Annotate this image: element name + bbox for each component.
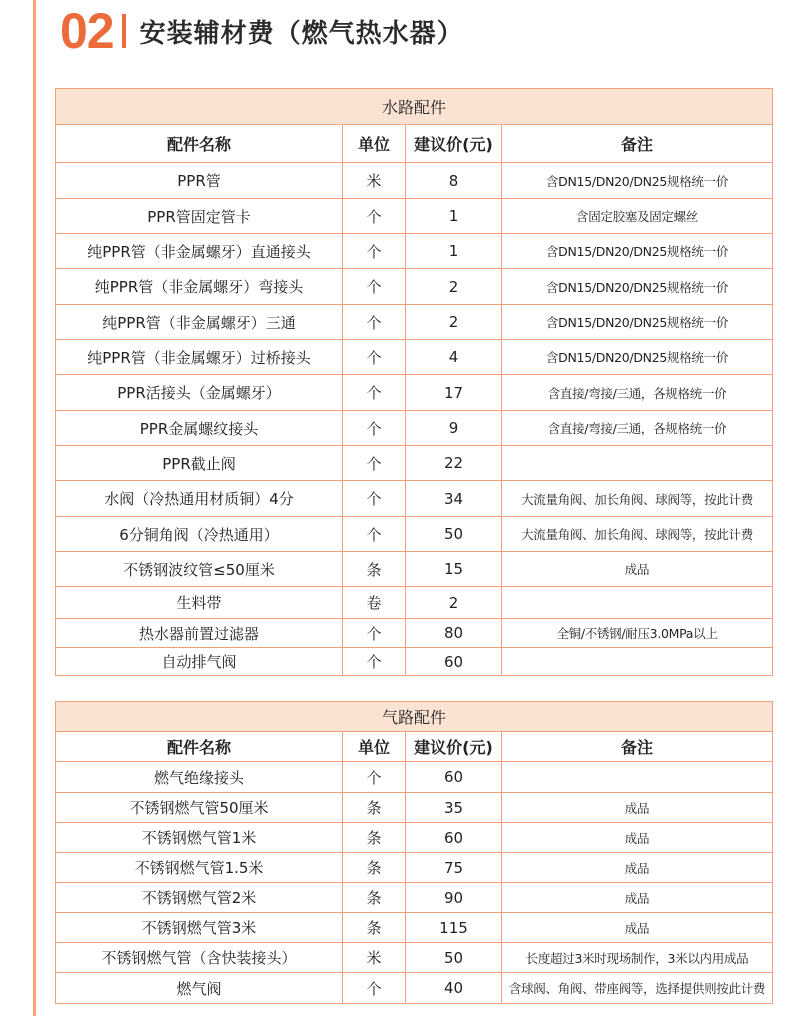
- column-header-note: 备注: [502, 732, 773, 762]
- item-note: 成品: [502, 883, 773, 913]
- item-name: 不锈钢燃气管（含快装接头）: [56, 943, 343, 973]
- item-unit: 个: [343, 340, 406, 375]
- item-price: 50: [406, 943, 502, 973]
- column-header-note: 备注: [502, 125, 773, 163]
- item-name: PPR截止阀: [56, 446, 343, 481]
- item-note: 大流量角阀、加长角阀、球阀等，按此计费: [502, 481, 773, 517]
- item-unit: 米: [343, 163, 406, 199]
- item-price: 75: [406, 853, 502, 883]
- item-note: 含球阀、角阀、带座阀等，选择提供则按此计费: [502, 973, 773, 1004]
- item-name: 自动排气阀: [56, 648, 343, 676]
- table-row: [56, 762, 773, 793]
- item-unit: 个: [343, 973, 406, 1004]
- table-row: [56, 973, 773, 1004]
- item-name: 不锈钢燃气管1.5米: [56, 853, 343, 883]
- item-name: 6分铜角阀（冷热通用）: [56, 517, 343, 552]
- item-note: [502, 762, 773, 793]
- table-caption-row: [56, 702, 773, 732]
- item-unit: 条: [343, 883, 406, 913]
- item-price: 90: [406, 883, 502, 913]
- table-row: [56, 552, 773, 587]
- item-note: 成品: [502, 823, 773, 853]
- item-unit: 米: [343, 943, 406, 973]
- column-header-name: 配件名称: [56, 732, 343, 762]
- table-row: [56, 234, 773, 269]
- item-note: 含DN15/DN20/DN25规格统一价: [502, 269, 773, 305]
- table-row: [56, 446, 773, 481]
- item-name: 水阀（冷热通用材质铜）4分: [56, 481, 343, 517]
- item-note: 含DN15/DN20/DN25规格统一价: [502, 163, 773, 199]
- column-header-unit: 单位: [343, 125, 406, 163]
- column-header-price: 建议价(元): [406, 732, 502, 762]
- item-note: [502, 648, 773, 676]
- item-unit: 卷: [343, 587, 406, 619]
- gas-fittings-table: [55, 701, 773, 1004]
- column-header-name: 配件名称: [56, 125, 343, 163]
- section-header: [60, 0, 464, 62]
- item-price: 40: [406, 973, 502, 1004]
- item-note: 含直接/弯接/三通，各规格统一价: [502, 411, 773, 446]
- item-note: 含固定胶塞及固定螺丝: [502, 199, 773, 234]
- item-note: 成品: [502, 853, 773, 883]
- table-caption: 气路配件: [56, 702, 773, 732]
- item-price: 15: [406, 552, 502, 587]
- item-price: 60: [406, 762, 502, 793]
- item-unit: 个: [343, 517, 406, 552]
- item-unit: 个: [343, 305, 406, 340]
- item-unit: 条: [343, 913, 406, 943]
- item-note: 成品: [502, 793, 773, 823]
- table-row: [56, 587, 773, 619]
- item-price: 17: [406, 375, 502, 411]
- item-price: 2: [406, 587, 502, 619]
- item-note: 长度超过3米时现场制作，3米以内用成品: [502, 943, 773, 973]
- item-note: 含DN15/DN20/DN25规格统一价: [502, 340, 773, 375]
- item-price: 1: [406, 234, 502, 269]
- item-price: 80: [406, 619, 502, 648]
- table-row: [56, 853, 773, 883]
- item-name: PPR管: [56, 163, 343, 199]
- item-unit: 个: [343, 481, 406, 517]
- item-name: 不锈钢燃气管2米: [56, 883, 343, 913]
- item-price: 22: [406, 446, 502, 481]
- item-unit: 条: [343, 552, 406, 587]
- table-row: [56, 793, 773, 823]
- item-name: 纯PPR管（非金属螺牙）过桥接头: [56, 340, 343, 375]
- item-unit: 个: [343, 375, 406, 411]
- table-caption-row: [56, 89, 773, 125]
- section-number: 02: [60, 3, 114, 59]
- table-row: [56, 517, 773, 552]
- item-name: 不锈钢波纹管≤50厘米: [56, 552, 343, 587]
- table-row: [56, 481, 773, 517]
- item-price: 50: [406, 517, 502, 552]
- item-price: 60: [406, 648, 502, 676]
- item-price: 1: [406, 199, 502, 234]
- item-note: [502, 446, 773, 481]
- table-row: [56, 163, 773, 199]
- table-caption: 水路配件: [56, 89, 773, 125]
- table-row: [56, 943, 773, 973]
- item-note: 全铜/不锈钢/耐压3.0MPa以上: [502, 619, 773, 648]
- item-unit: 个: [343, 411, 406, 446]
- item-price: 2: [406, 269, 502, 305]
- item-unit: 个: [343, 648, 406, 676]
- page-title: 安装辅材费（燃气热水器）: [139, 18, 464, 49]
- item-name: 燃气阀: [56, 973, 343, 1004]
- item-unit: 个: [343, 269, 406, 305]
- item-unit: 条: [343, 853, 406, 883]
- item-name: 纯PPR管（非金属螺牙）弯接头: [56, 269, 343, 305]
- left-accent-rule: [33, 0, 36, 1016]
- table-row: [56, 375, 773, 411]
- item-price: 35: [406, 793, 502, 823]
- item-note: 大流量角阀、加长角阀、球阀等，按此计费: [502, 517, 773, 552]
- item-name: 热水器前置过滤器: [56, 619, 343, 648]
- column-header-price: 建议价(元): [406, 125, 502, 163]
- item-note: 成品: [502, 552, 773, 587]
- table-header-row: [56, 125, 773, 163]
- item-name: 不锈钢燃气管50厘米: [56, 793, 343, 823]
- item-unit: 个: [343, 446, 406, 481]
- item-unit: 个: [343, 234, 406, 269]
- item-note: 含DN15/DN20/DN25规格统一价: [502, 234, 773, 269]
- item-note: 含DN15/DN20/DN25规格统一价: [502, 305, 773, 340]
- item-unit: 条: [343, 823, 406, 853]
- item-note: [502, 587, 773, 619]
- item-price: 115: [406, 913, 502, 943]
- table-row: [56, 913, 773, 943]
- item-unit: 个: [343, 762, 406, 793]
- table-row: [56, 340, 773, 375]
- table-row: [56, 648, 773, 676]
- item-name: 不锈钢燃气管3米: [56, 913, 343, 943]
- table-header-row: [56, 732, 773, 762]
- item-unit: 条: [343, 793, 406, 823]
- item-price: 8: [406, 163, 502, 199]
- item-name: 纯PPR管（非金属螺牙）直通接头: [56, 234, 343, 269]
- table-row: [56, 305, 773, 340]
- item-name: 燃气绝缘接头: [56, 762, 343, 793]
- item-note: 成品: [502, 913, 773, 943]
- water-fittings-table: [55, 88, 773, 676]
- item-note: 含直接/弯接/三通，各规格统一价: [502, 375, 773, 411]
- item-price: 34: [406, 481, 502, 517]
- item-price: 4: [406, 340, 502, 375]
- item-unit: 个: [343, 199, 406, 234]
- item-price: 60: [406, 823, 502, 853]
- item-name: 不锈钢燃气管1米: [56, 823, 343, 853]
- section-divider: [122, 14, 126, 48]
- item-name: PPR金属螺纹接头: [56, 411, 343, 446]
- table-row: [56, 269, 773, 305]
- table-row: [56, 411, 773, 446]
- table-row: [56, 823, 773, 853]
- item-price: 9: [406, 411, 502, 446]
- item-name: 生料带: [56, 587, 343, 619]
- item-price: 2: [406, 305, 502, 340]
- table-row: [56, 619, 773, 648]
- column-header-unit: 单位: [343, 732, 406, 762]
- item-unit: 个: [343, 619, 406, 648]
- item-name: PPR管固定管卡: [56, 199, 343, 234]
- table-row: [56, 199, 773, 234]
- table-row: [56, 883, 773, 913]
- item-name: PPR活接头（金属螺牙）: [56, 375, 343, 411]
- item-name: 纯PPR管（非金属螺牙）三通: [56, 305, 343, 340]
